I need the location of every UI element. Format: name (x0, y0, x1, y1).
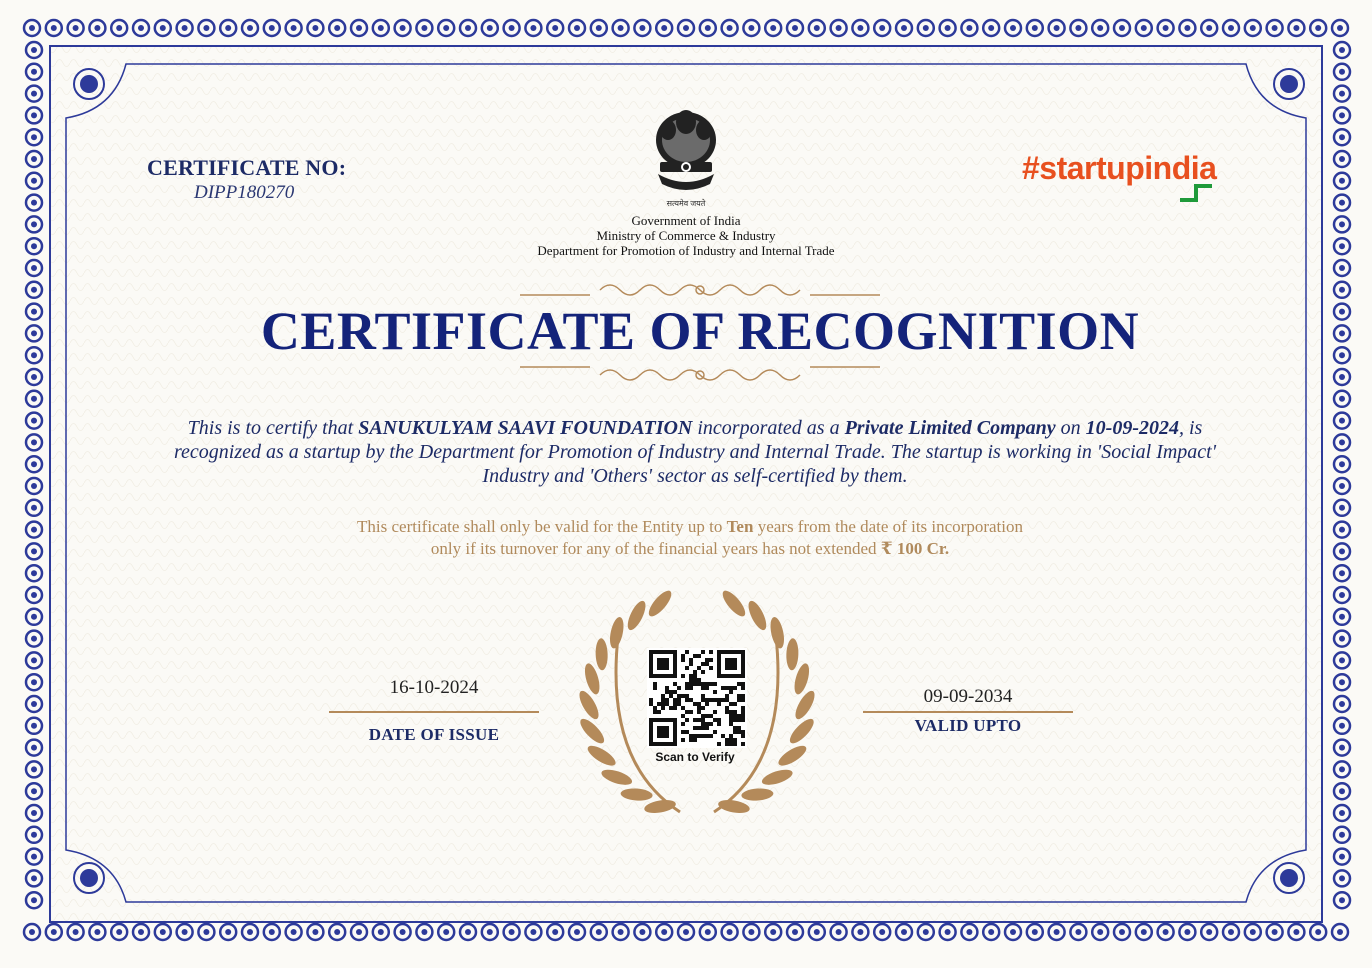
validity-part-1: This certificate shall only be valid for the Entity up to (357, 517, 727, 536)
valid-upto-date: 09-09-2034 (923, 686, 1013, 707)
gov-line-2: Ministry of Commerce & Industry (596, 228, 776, 243)
incorporation-date: 10-09-2024 (1085, 417, 1179, 439)
statement-part-4: , is recognized as a startup by the Department for Promotion of Industry and Internal Trade. The startup is working in 'Social Impact' Industry and 'Others' sector as self-certified by them. (173, 417, 1217, 487)
logo-hash: # (1022, 150, 1040, 186)
company-name: SANUKULYAM SAAVI FOUNDATION (358, 417, 693, 439)
gov-line-3: Department for Promotion of Industry and Internal Trade (537, 243, 835, 258)
certificate-number-value: DIPP180270 (194, 182, 295, 203)
issue-date: 16-10-2024 (389, 677, 479, 698)
certification-statement (150, 416, 1240, 488)
validity-part-3: only if its turnover for any of the financial years has not extended (430, 539, 881, 558)
gov-line-1: Government of India (631, 213, 741, 228)
logo-tail: ia (1190, 150, 1217, 186)
statement-part-3: on (1055, 417, 1086, 439)
emblem-icon (656, 110, 716, 190)
qr-code[interactable] (647, 648, 747, 748)
statement-part-1: This is to certify that (187, 417, 359, 439)
turnover-limit: ₹ 100 Cr. (880, 539, 950, 558)
startupindia-logo (1022, 150, 1216, 187)
valid-upto-label: VALID UPTO (914, 716, 1022, 735)
issue-date-block (329, 677, 539, 745)
valid-upto-rule (863, 711, 1073, 713)
validity-part-2: years from the date of its incorporation (753, 517, 1023, 536)
national-emblem (640, 100, 732, 212)
validity-years: Ten (726, 517, 754, 536)
scan-to-verify-label: Scan to Verify (655, 750, 735, 764)
logo-text: startupind (1039, 150, 1191, 186)
issuing-authority (480, 213, 892, 258)
certificate-number-label: CERTIFICATE NO: (147, 155, 347, 180)
statement-part-2: incorporated as a (692, 417, 845, 439)
valid-upto-block (863, 686, 1073, 736)
validity-note (250, 516, 1130, 560)
company-type: Private Limited Company (844, 417, 1056, 439)
issue-date-label: DATE OF ISSUE (368, 725, 500, 744)
emblem-motto: सत्यमेव जयते (666, 199, 706, 208)
issue-date-rule (329, 711, 539, 713)
page-title: CERTIFICATE OF RECOGNITION (260, 301, 1140, 361)
